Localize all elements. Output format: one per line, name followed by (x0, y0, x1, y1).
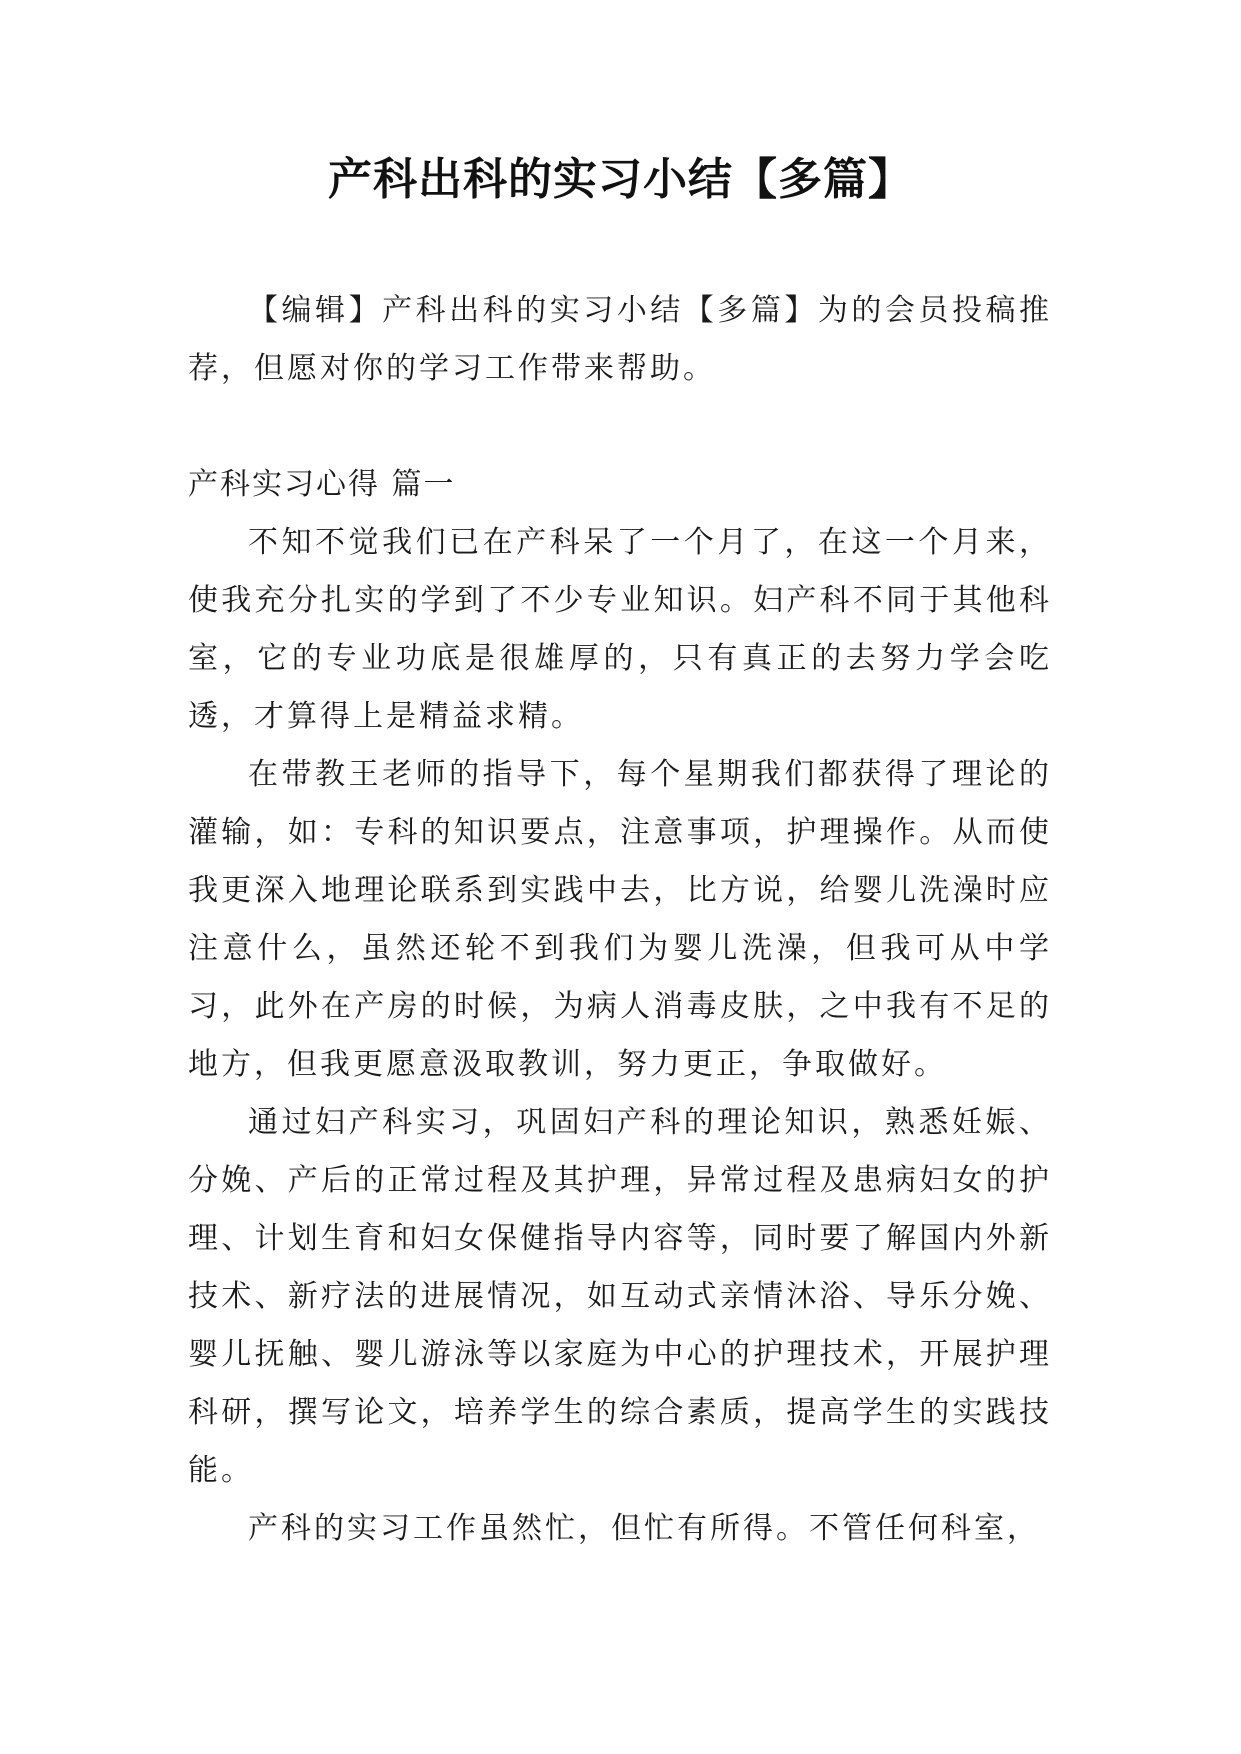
body-paragraph-4: 产科的实习工作虽然忙，但忙有所得。不管任何科室， (248, 1511, 1040, 1546)
body-paragraph-1: 不知不觉我们已在产科呆了一个月了，在这一个月来，使我充分扎实的学到了不少专业知识。妇产科不同于其他科室，它的专业功底是很雄厚的，只有真正的去努力学会吃透，才算得上是精益求精。 (188, 525, 1052, 734)
document-body (188, 282, 1052, 1558)
document-title: 产科出科的实习小结【多篇】 (328, 154, 913, 205)
section-heading: 产科实习心得 篇一 (188, 467, 456, 502)
body-paragraph-2: 在带教王老师的指导下，每个星期我们都获得了理论的灌输，如：专科的知识要点，注意事项，护理操作。从而使我更深入地理论联系到实践中去，比方说，给婴儿洗澡时应注意什么，虽然还轮不到我们为婴儿洗澡，但我可从中学习，此外在产房的时候，为病人消毒皮肤，之中我有不足的地方，但我更愿意汲取教训，努力更正，争取做好。 (188, 757, 1052, 1082)
body-paragraph-3: 通过妇产科实习，巩固妇产科的理论知识，熟悉妊娠、分娩、产后的正常过程及其护理，异常过程及患病妇女的护理、计划生育和妇女保健指导内容等，同时要了解国内外新技术、新疗法的进展情况，如互动式亲情沐浴、导乐分娩、婴儿抚触、婴儿游泳等以家庭为中心的护理技术，开展护理科研，撰写论文，培养学生的综合素质，提高学生的实践技能。 (188, 1105, 1052, 1488)
intro-paragraph: 【编辑】产科出科的实习小结【多篇】为的会员投稿推荐，但愿对你的学习工作带来帮助。 (188, 293, 1052, 386)
